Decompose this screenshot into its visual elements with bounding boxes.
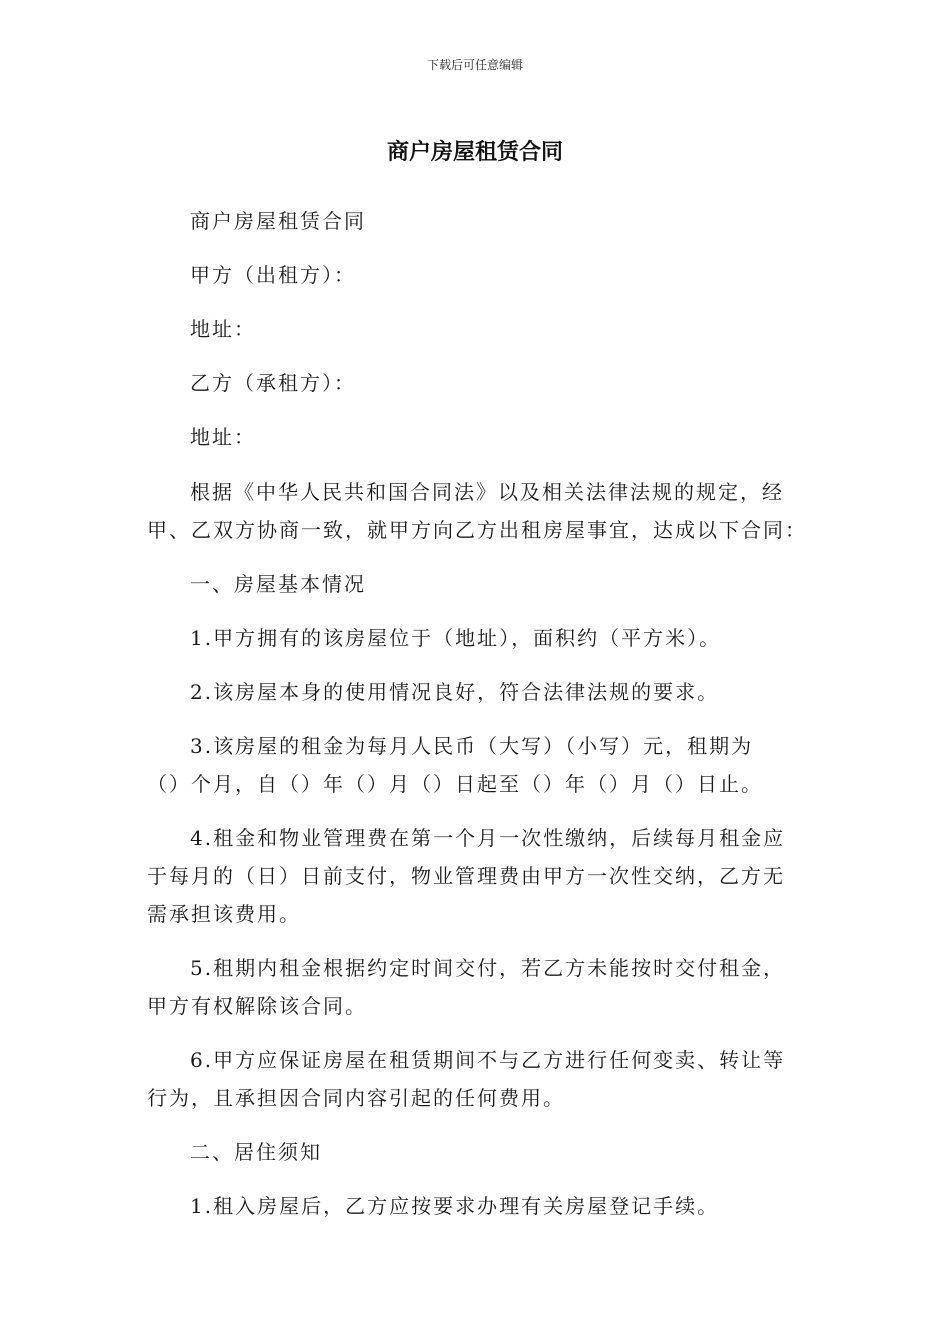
paragraph-line: 3.该房屋的租金为每月人民币（大写）（小写）元，租期为 — [190, 734, 754, 758]
paragraph-line: 地址： — [190, 317, 256, 341]
paragraph-line: 1.租入房屋后，乙方应按要求办理有关房屋登记手续。 — [190, 1194, 720, 1218]
paragraph-line: 1.甲方拥有的该房屋位于（地址），面积约（平方米）。 — [190, 626, 722, 650]
section-heading: 一、房屋基本情况 — [190, 572, 366, 596]
paragraph-line: 5.租期内租金根据约定时间交付，若乙方未能按时交付租金， — [190, 956, 786, 980]
paragraph-line: 甲方（出租方）： — [190, 263, 356, 287]
paragraph-line: 甲方有权解除该合同。 — [147, 994, 367, 1018]
paragraph-line: 6.甲方应保证房屋在租赁期间不与乙方进行任何变卖、转让等 — [190, 1048, 786, 1072]
paragraph-line: 于每月的（日）日前支付，物业管理费由甲方一次性交纳，乙方无 — [147, 864, 785, 888]
paragraph-line: 根据《中华人民共和国合同法》以及相关法律法规的规定，经 — [190, 480, 784, 504]
paragraph-line: 商户房屋租赁合同 — [190, 209, 366, 233]
document-title: 商户房屋租赁合同 — [386, 140, 563, 165]
paragraph-line: 乙方（承租方）： — [190, 371, 356, 395]
paragraph-line: 需承担该费用。 — [147, 902, 301, 926]
paragraph-line: 4.租金和物业管理费在第一个月一次性缴纳，后续每月租金应 — [190, 826, 786, 850]
paragraph-line: 2.该房屋本身的使用情况良好，符合法律法规的要求。 — [190, 680, 720, 704]
section-heading: 二、居住须知 — [190, 1140, 322, 1164]
paragraph-line: （）个月，自（）年（）月（）日起至（）年（）月（）日止。 — [147, 772, 763, 796]
page-header-note: 下载后可任意编辑 — [426, 58, 523, 72]
paragraph-line: 地址： — [190, 425, 256, 449]
paragraph-line: 甲、乙双方协商一致，就甲方向乙方出租房屋事宜，达成以下合同： — [147, 518, 807, 542]
paragraph-line: 行为，且承担因合同内容引起的任何费用。 — [147, 1086, 565, 1110]
